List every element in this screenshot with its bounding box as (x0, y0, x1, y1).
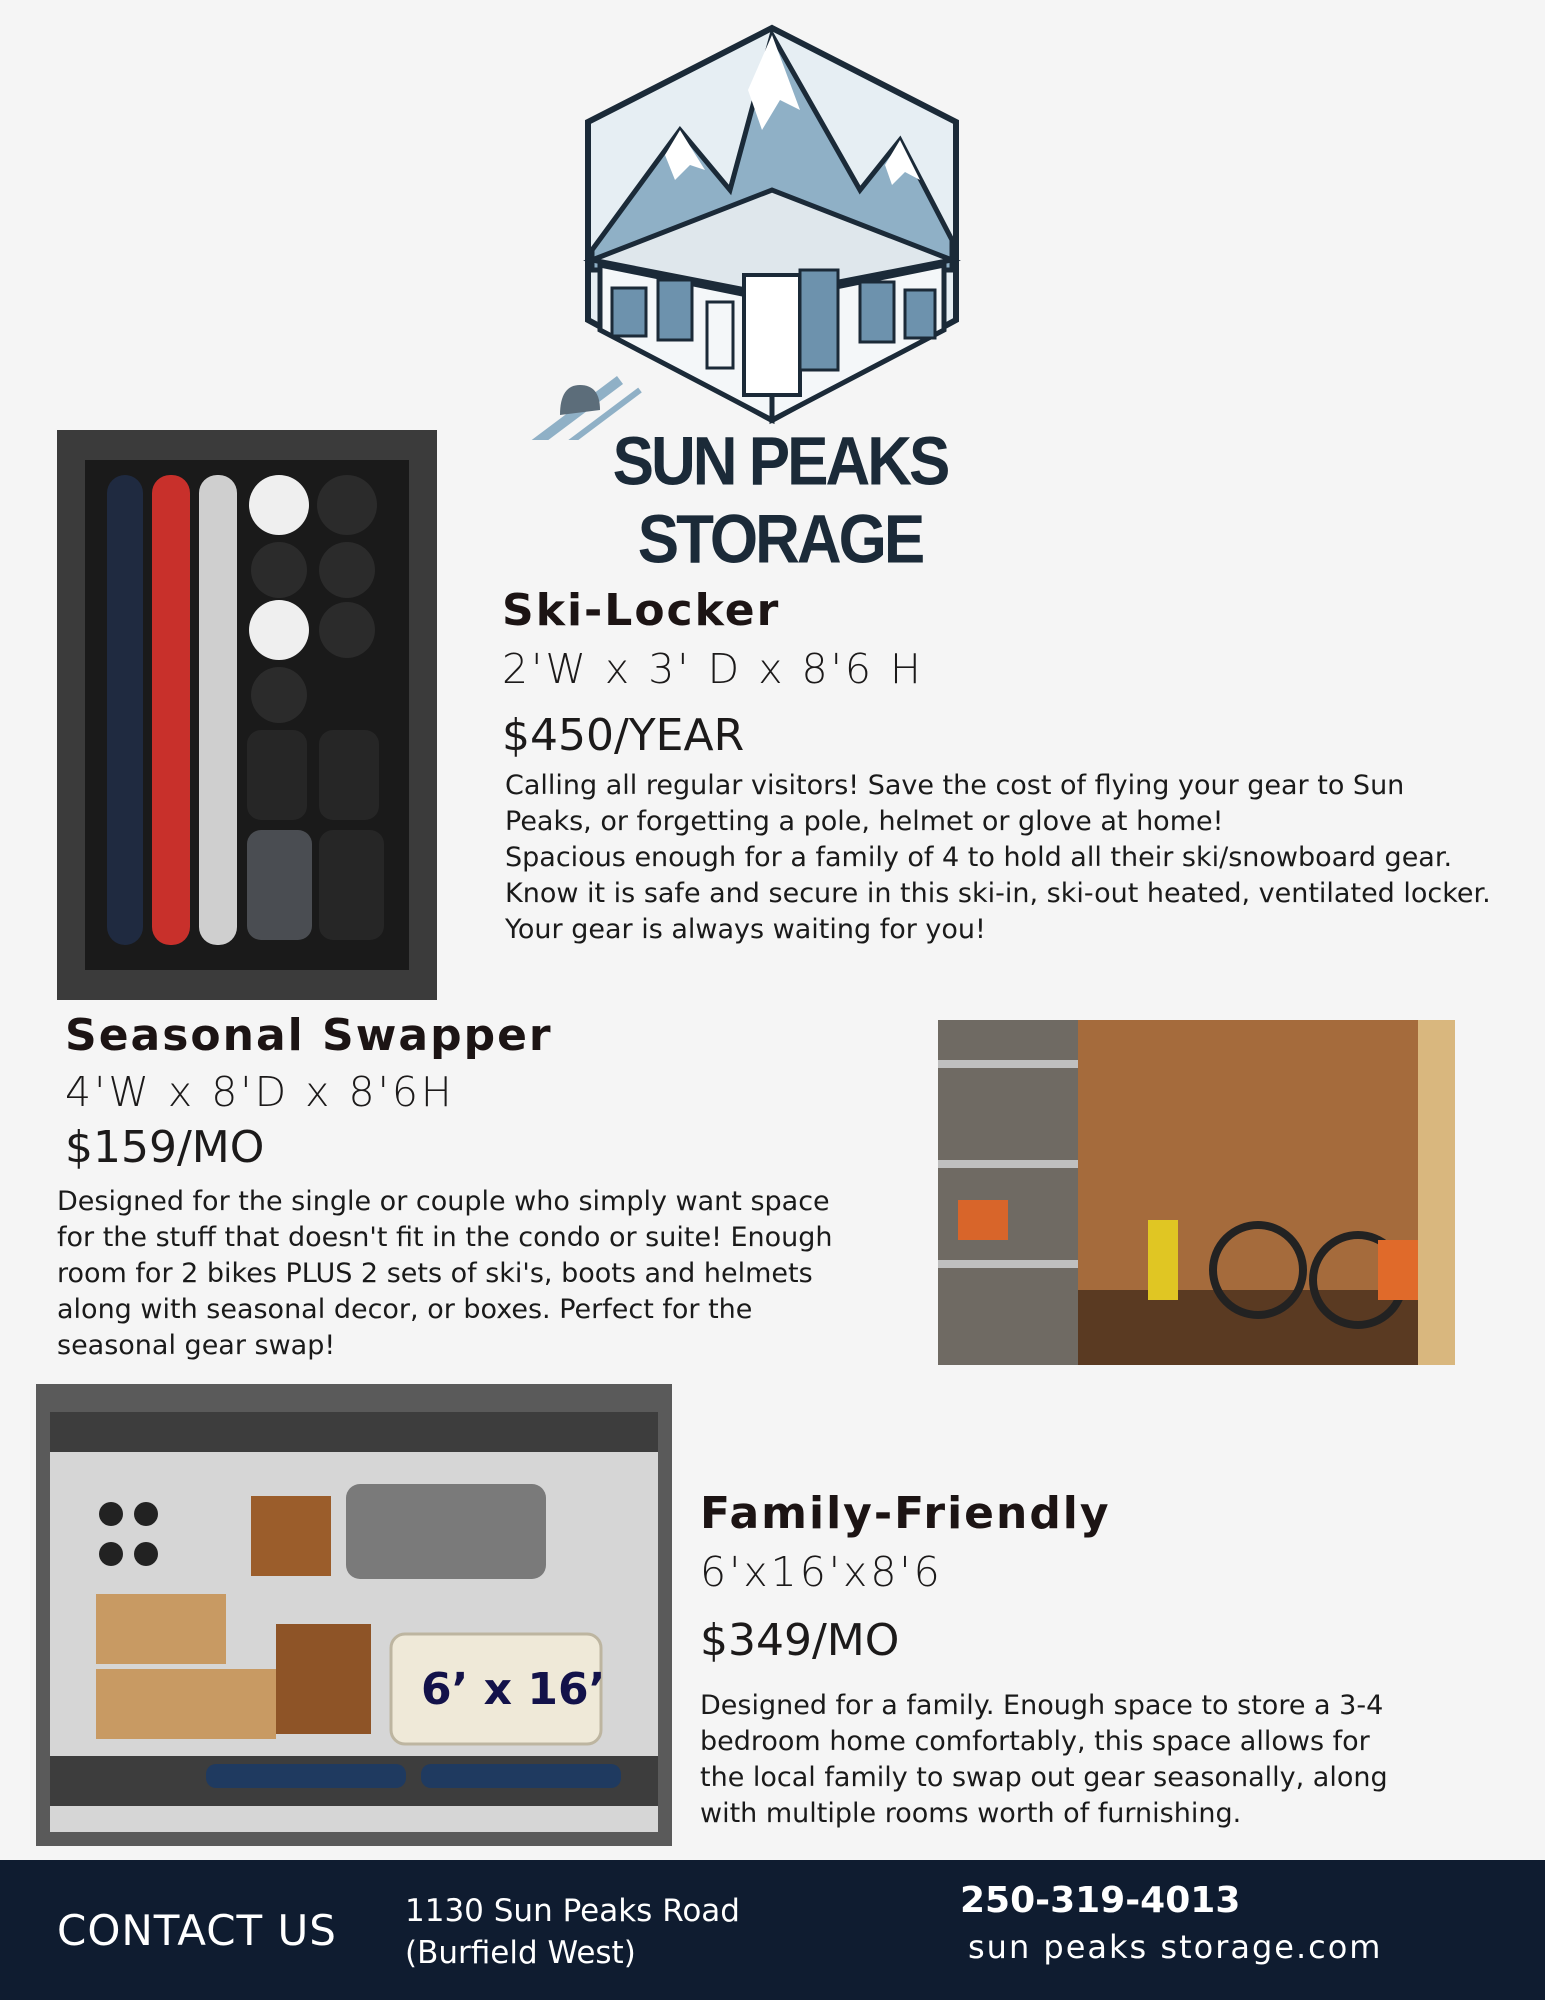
address-line2: (Burfield West) (405, 1935, 636, 1971)
address (405, 1890, 740, 1974)
unit-size-label: 6’ x 16’ (421, 1664, 606, 1715)
description-paragraph: Designed for a family. Enough space to store a 3-4 bedroom home comfortably, this space allows for the local family to swap out gear seasonally, along with multiple rooms worth of furnishing. (700, 1690, 1388, 1829)
brand-logo (500, 20, 1060, 578)
seasonal-swapper-description (57, 1184, 867, 1364)
family-friendly-photo (36, 1384, 672, 1846)
seasonal-swapper-price: $159/MO (65, 1122, 265, 1173)
contact-us-label: CONTACT US (57, 1906, 337, 1955)
mountain-storage-logo-icon (500, 20, 1060, 440)
brand-name: SUN PEAKS STORAGE (612, 424, 948, 578)
description-paragraph: Designed for the single or couple who simply want space for the stuff that doesn't fit in the condo or suite! Enough room for 2 bikes PLUS 2 sets of ski's, boots and helmets along with seasonal decor, or boxes. Perfect for the seasonal gear swap! (57, 1186, 833, 1361)
website-link[interactable]: sun peaks storage.com (968, 1928, 1383, 1966)
ski-locker-dimensions: 2'W x 3' D x 8'6 H (502, 645, 924, 693)
phone-number[interactable]: 250-319-4013 (960, 1880, 1241, 1921)
ski-locker-price: $450/YEAR (502, 710, 745, 761)
address-line1: 1130 Sun Peaks Road (405, 1893, 740, 1929)
description-paragraph: Calling all regular visitors! Save the cost of flying your gear to Sun Peaks, or forgetting a pole, helmet or glove at home! (505, 770, 1405, 837)
seasonal-swapper-title: Seasonal Swapper (65, 1010, 553, 1061)
ski-locker-photo (57, 430, 437, 1000)
family-friendly-dimensions: 6'x16'x8'6 (700, 1548, 943, 1596)
seasonal-swapper-photo (938, 1020, 1455, 1365)
ski-locker-description (505, 768, 1495, 948)
description-paragraph: Spacious enough for a family of 4 to hold all their ski/snowboard gear. Know it is safe and secure in this ski-in, ski-out heated, ventilated locker. Your gear is always waiting for you! (505, 842, 1491, 945)
family-friendly-title: Family-Friendly (700, 1488, 1111, 1539)
family-friendly-description (700, 1688, 1420, 1832)
seasonal-swapper-dimensions: 4'W x 8'D x 8'6H (65, 1068, 455, 1116)
ski-locker-title: Ski-Locker (502, 585, 781, 636)
contact-footer (0, 1860, 1545, 2000)
family-friendly-price: $349/MO (700, 1615, 900, 1666)
